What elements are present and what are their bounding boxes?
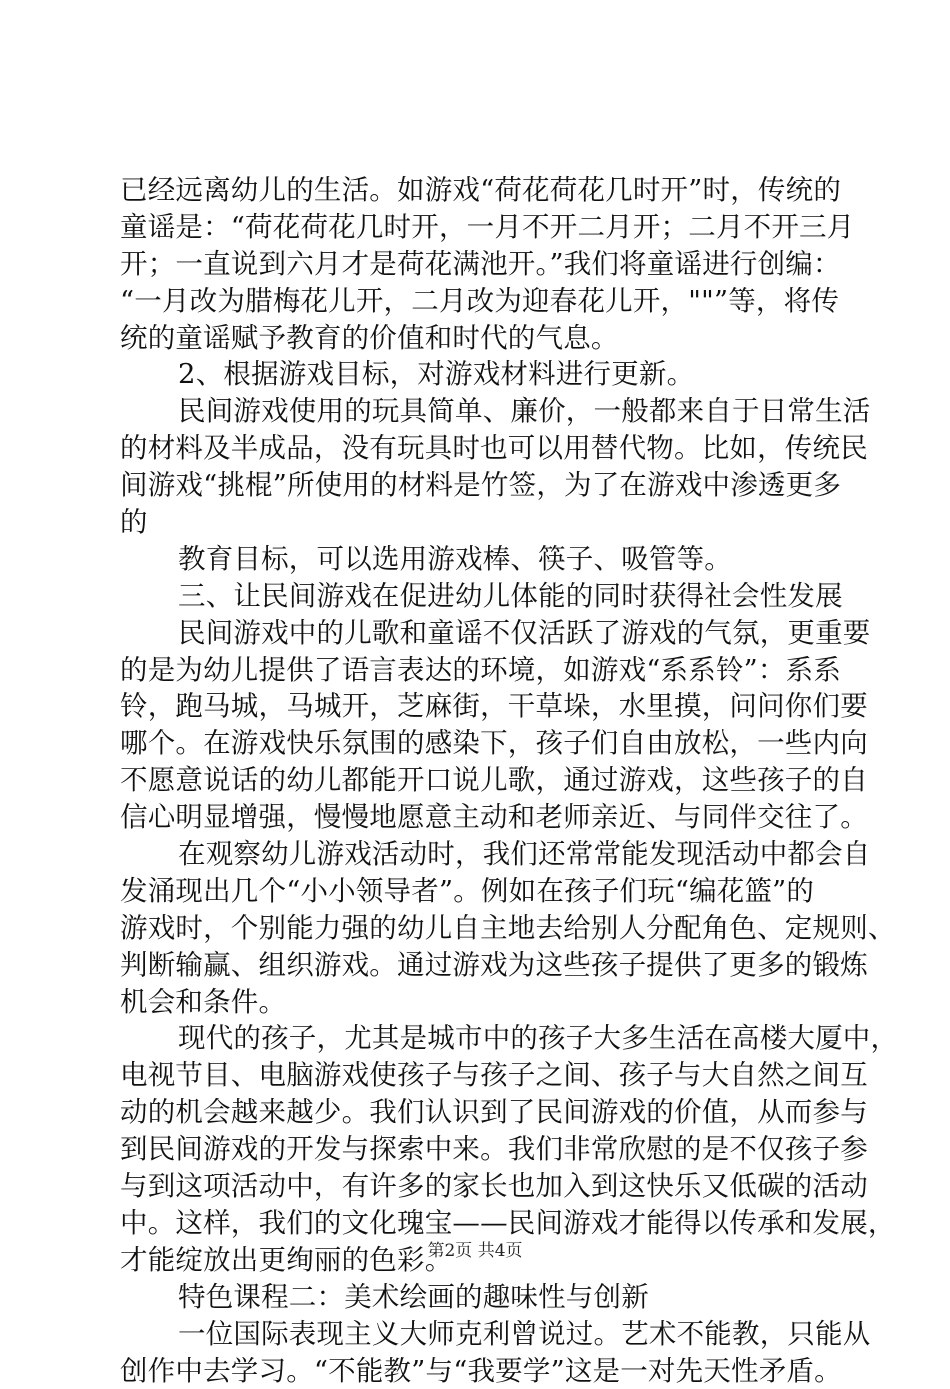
text-line: 创作中去学习。“不能教”与“我要学”这是一对先天性矛盾。 xyxy=(120,1353,845,1389)
text-line: 民间游戏使用的玩具简单、廉价，一般都来自于日常生活 xyxy=(120,393,845,430)
text-line: 童谣是：“荷花荷花几时开，一月不开二月开；二月不开三月 xyxy=(120,209,845,246)
text-line: 哪个。在游戏快乐氛围的感染下，孩子们自由放松，一些内向 xyxy=(120,725,845,762)
text-line: 电视节目、电脑游戏使孩子与孩子之间、孩子与大自然之间互 xyxy=(120,1057,845,1094)
text-line: 开；一直说到六月才是荷花满池开。”我们将童谣进行创编： xyxy=(120,246,845,283)
text-line: “一月改为腊梅花儿开，二月改为迎春花儿开，""”等，将传 xyxy=(120,283,845,320)
text-line: 民间游戏中的儿歌和童谣不仅活跃了游戏的气氛，更重要 xyxy=(120,615,845,652)
text-line: 到民间游戏的开发与探索中来。我们非常欣慰的是不仅孩子参 xyxy=(120,1131,845,1168)
text-line: 发涌现出几个“小小领导者”。例如在孩子们玩“编花篮”的 xyxy=(120,873,845,910)
text-line: 的 xyxy=(120,504,845,541)
text-line: 三、让民间游戏在促进幼儿体能的同时获得社会性发展 xyxy=(120,578,845,615)
text-line: 在观察幼儿游戏活动时，我们还常常能发现活动中都会自 xyxy=(120,836,845,873)
text-line: 与到这项活动中，有许多的家长也加入到这快乐又低碳的活动 xyxy=(120,1168,845,1205)
text-line: 一位国际表现主义大师克利曾说过。艺术不能教，只能从 xyxy=(120,1316,845,1353)
text-line: 才能绽放出更绚丽的色彩。 xyxy=(120,1242,845,1279)
page-footer: 第2页 共4页 xyxy=(0,1240,950,1262)
text-line: 教育目标，可以选用游戏棒、筷子、吸管等。 xyxy=(120,541,845,578)
text-line: 不愿意说话的幼儿都能开口说儿歌，通过游戏，这些孩子的自 xyxy=(120,762,845,799)
text-line: 的是为幼儿提供了语言表达的环境，如游戏“系系铃”：系系 xyxy=(120,652,845,689)
text-line: 中。这样，我们的文化瑰宝——民间游戏才能得以传承和发展， xyxy=(120,1205,845,1242)
text-line: 统的童谣赋予教育的价值和时代的气息。 xyxy=(120,320,845,357)
document-body xyxy=(120,172,845,1389)
text-line: 铃，跑马城，马城开，芝麻街，干草垛，水里摸，问问你们要 xyxy=(120,688,845,725)
text-line: 动的机会越来越少。我们认识到了民间游戏的价值，从而参与 xyxy=(120,1094,845,1131)
text-line: 2、根据游戏目标，对游戏材料进行更新。 xyxy=(120,356,845,393)
text-line: 特色课程二：美术绘画的趣味性与创新 xyxy=(120,1279,845,1316)
text-line: 信心明显增强，慢慢地愿意主动和老师亲近、与同伴交往了。 xyxy=(120,799,845,836)
text-line: 机会和条件。 xyxy=(120,984,845,1021)
text-line: 现代的孩子，尤其是城市中的孩子大多生活在高楼大厦中， xyxy=(120,1020,845,1057)
text-line: 判断输赢、组织游戏。通过游戏为这些孩子提供了更多的锻炼 xyxy=(120,947,845,984)
text-line: 间游戏“挑棍”所使用的材料是竹签，为了在游戏中渗透更多 xyxy=(120,467,845,504)
text-line: 已经远离幼儿的生活。如游戏“荷花荷花几时开”时，传统的 xyxy=(120,172,845,209)
text-line: 的材料及半成品，没有玩具时也可以用替代物。比如，传统民 xyxy=(120,430,845,467)
text-line: 游戏时，个别能力强的幼儿自主地去给别人分配角色、定规则、 xyxy=(120,910,845,947)
